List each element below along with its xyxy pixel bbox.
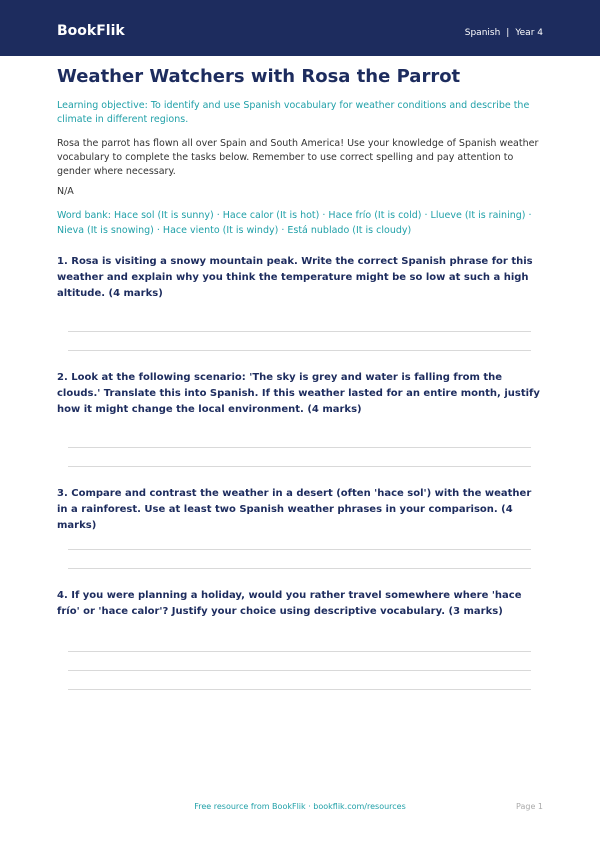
answer-line[interactable] [68,689,531,690]
header-bar [0,0,600,56]
answer-line[interactable] [68,568,531,569]
question-1: 1. Rosa is visiting a snowy mountain peak. Write the correct Spanish phrase for this weather and explain why you think the temperature might be so low at such a high altitude. (4 marks) [57,256,533,299]
question-4: 4. If you were planning a holiday, would you rather travel somewhere where 'hace frío' or 'hace calor'? Justify your choice using descriptive vocabulary. (3 marks) [57,590,522,617]
page-number: Page 1 [516,802,543,811]
answer-line[interactable] [68,466,531,467]
answer-line[interactable] [68,331,531,332]
answer-line[interactable] [68,549,531,550]
answer-line[interactable] [68,651,531,652]
footer-link[interactable]: Free resource from BookFlik · bookflik.com/resources [194,802,406,811]
na-text: N/A [57,186,74,197]
word-bank: Word bank: Hace sol (It is sunny) · Hace calor (It is hot) · Hace frío (It is cold) · Llueve (It is raining) · Nieva (It is snowing) · Hace viento (It is windy) · Está nublado (It is cloudy) [57,210,532,236]
separator: | [506,28,510,38]
question-2: 2. Look at the following scenario: 'The sky is grey and water is falling from the clouds.' Translate this into Spanish. If this weather lasted for an entire month, justify how it might change the local environment. (4 marks) [57,372,540,415]
intro-text: Rosa the parrot has flown all over Spain and South America! Use your knowledge of Spanish weather vocabulary to complete the tasks below. Remember to use correct spelling and pay attention to gender where necessary. [57,138,539,177]
page-title: Weather Watchers with Rosa the Parrot [57,66,461,87]
brand-logo: BookFlik [57,23,125,39]
answer-line[interactable] [68,670,531,671]
question-3: 3. Compare and contrast the weather in a desert (often 'hace sol') with the weather in a rainforest. Use at least two Spanish weather phrases in your comparison. (4 marks) [57,488,532,531]
subject-label: Spanish [464,28,501,38]
subject-year-label [465,27,543,39]
answer-line[interactable] [68,447,531,448]
answer-line[interactable] [68,350,531,351]
learning-objective: Learning objective: To identify and use Spanish vocabulary for weather conditions and describe the climate in different regions. [57,100,530,125]
year-label: Year 4 [515,28,543,38]
